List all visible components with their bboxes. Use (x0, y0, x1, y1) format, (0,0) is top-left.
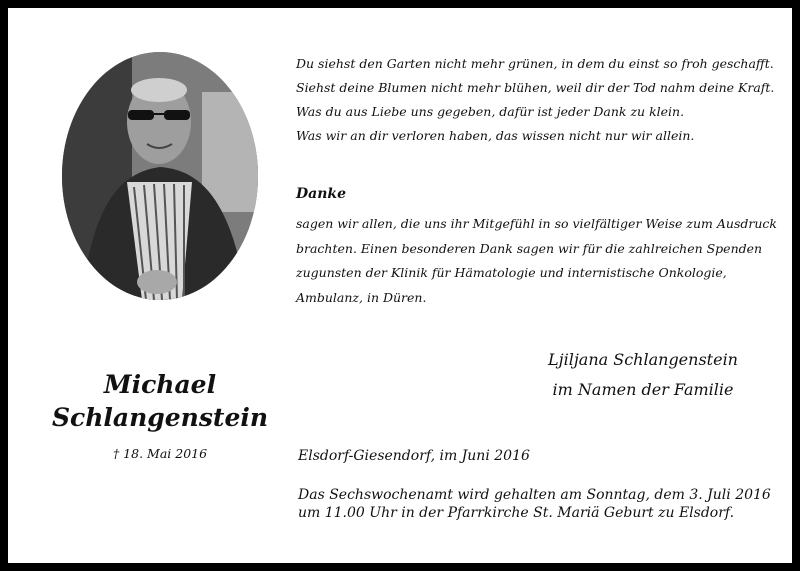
portrait-photo (62, 52, 258, 300)
mass-line: um 11.00 Uhr in der Pfarrkirche St. Mariä Geburt zu Elsdorf. (298, 505, 735, 521)
thanks-line: zugunsten der Klinik für Hämatologie und internistische Onkologie, (296, 265, 727, 280)
thanks-line: Ambulanz, in Düren. (296, 289, 427, 305)
poem-line: Was du aus Liebe uns gegeben, dafür ist jeder Dank zu klein. (296, 104, 685, 119)
mass-line: Das Sechswochenamt wird gehalten am Sonntag, dem 3. Juli 2016 (298, 487, 771, 503)
thanks-line: sagen wir allen, die uns ihr Mitgefühl in so vielfältiger Weise zum Ausdruck (296, 216, 777, 231)
death-date: † 18. Mai 2016 (112, 446, 208, 461)
deceased-name (48, 368, 272, 434)
memorial-mass-info (298, 486, 788, 522)
portrait-image (62, 52, 258, 300)
poem (296, 52, 776, 148)
thanks-line: brachten. Einen besonderen Dank sagen wir für die zahlreichen Spenden (296, 240, 763, 256)
family-signature (518, 345, 768, 405)
signer-note: im Namen der Familie (552, 380, 734, 399)
place-date: Elsdorf-Giesendorf, im Juni 2016 (298, 448, 530, 464)
poem-line: Du siehst den Garten nicht mehr grünen, in dem du einst so froh geschafft. (296, 56, 774, 71)
poem-line: Siehst deine Blumen nicht mehr blühen, weil dir der Tod nahm deine Kraft. (296, 80, 775, 95)
last-name: Schlangenstein (51, 403, 269, 432)
obituary-card (8, 8, 792, 563)
signer-name: Ljiljana Schlangenstein (548, 350, 738, 369)
first-name: Michael (103, 370, 217, 399)
thanks-heading: Danke (296, 186, 346, 202)
poem-line: Was wir an dir verloren haben, das wissen nicht nur wir allein. (296, 128, 695, 143)
thanks-text (296, 212, 776, 310)
